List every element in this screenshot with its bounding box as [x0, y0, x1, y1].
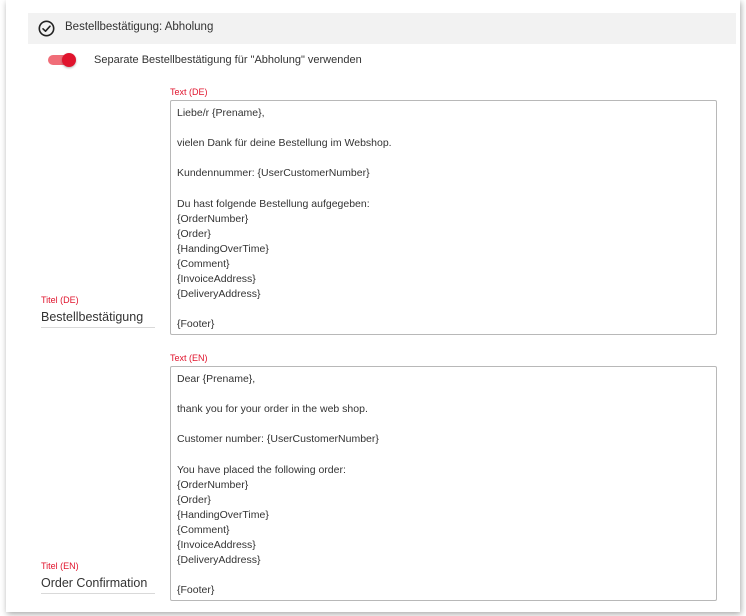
- title-en-label: Titel (EN): [41, 561, 79, 571]
- title-de-underline: [41, 327, 155, 328]
- title-de-input[interactable]: Bestellbestätigung: [41, 310, 144, 324]
- text-en-textarea[interactable]: Dear {Prename}, thank you for your order in the web shop. Customer number: {UserCustomerNumber} You have placed the following order: {OrderNumber} {Order} {HandingOverTime} {Comment} {InvoiceAddress} {DeliveryAddress} {Footer}: [170, 366, 717, 601]
- section-header[interactable]: [28, 13, 736, 44]
- title-de-label: Titel (DE): [41, 295, 79, 305]
- separate-confirmation-toggle[interactable]: [48, 53, 76, 67]
- title-en-input[interactable]: Order Confirmation: [41, 576, 148, 590]
- toggle-knob: [62, 53, 76, 67]
- section-title: Bestellbestätigung: Abholung: [65, 21, 214, 33]
- text-en-label: Text (EN): [170, 353, 208, 363]
- text-de-label: Text (DE): [170, 87, 208, 97]
- text-de-textarea[interactable]: Liebe/r {Prename}, vielen Dank für deine Bestellung im Webshop. Kundennummer: {UserCustomerNumber} Du hast folgende Bestellung aufgegeben: {OrderNumber} {Order} {HandingOverTime} {Comment} {InvoiceAddress} {DeliveryAddress} {Footer}: [170, 100, 717, 335]
- check-circle-icon: [38, 20, 55, 37]
- toggle-label: Separate Bestellbestätigung für "Abholung" verwenden: [94, 54, 362, 66]
- title-en-underline: [41, 593, 155, 594]
- settings-panel: [6, 0, 740, 612]
